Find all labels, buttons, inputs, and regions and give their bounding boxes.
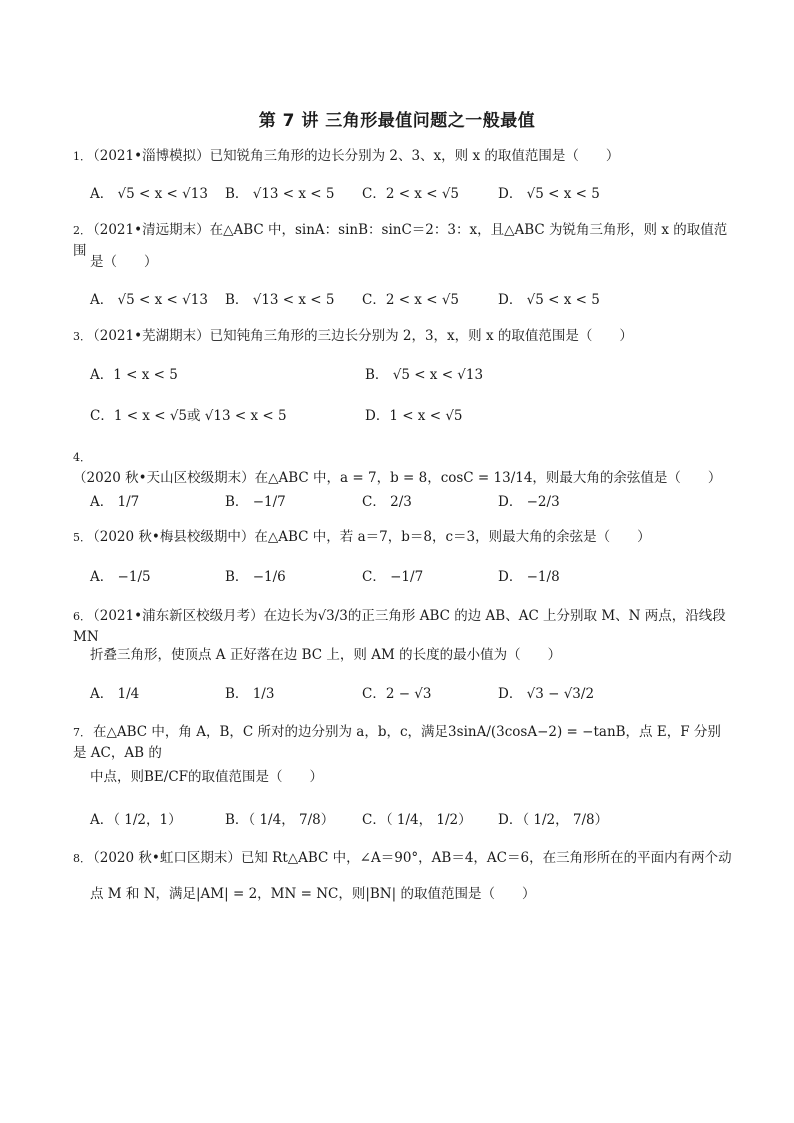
- option-b[interactable]: B． √13 < x < 5: [225, 186, 335, 202]
- option-d[interactable]: D． √3 − √3/2: [498, 686, 595, 702]
- question-7-line2: 中点，则BE/CF的取值范围是（ ）: [90, 769, 324, 785]
- option-d[interactable]: D． √5 < x < 5: [498, 292, 600, 308]
- question-8: [73, 848, 733, 869]
- option-a[interactable]: A． 1/4: [90, 686, 140, 702]
- option-d[interactable]: D．1 < x < √5: [365, 408, 463, 424]
- option-a[interactable]: A．1 < x < 5: [90, 367, 178, 383]
- option-d[interactable]: D．（ 1/2， 7/8）: [498, 812, 609, 828]
- option-c[interactable]: C．1 < x < √5或 √13 < x < 5: [90, 408, 287, 424]
- option-c[interactable]: C．（ 1/4， 1/2）: [362, 812, 472, 828]
- option-c[interactable]: C．2 < x < √5: [362, 292, 460, 308]
- option-b[interactable]: B．（ 1/4， 7/8）: [225, 812, 335, 828]
- option-a[interactable]: A． −1/5: [90, 569, 151, 585]
- question-7: [73, 722, 733, 763]
- question-number: 2．: [73, 224, 91, 237]
- option-c[interactable]: C．2 < x < √5: [362, 186, 460, 202]
- question-text: （2021•清远期末）在△ABC 中，sinA：sinB：sinC＝2：3：x，且△ABC 为锐角三角形，则 x 的取值范围: [73, 222, 728, 259]
- option-d[interactable]: D． −2/3: [498, 494, 560, 510]
- question-2-line2: 是（ ）: [90, 254, 158, 270]
- option-a[interactable]: A． √5 < x < √13: [90, 292, 208, 308]
- question-6: [73, 606, 733, 647]
- option-c[interactable]: C． −1/7: [362, 569, 424, 585]
- question-text: （2020 秋•梅县校级期中）在△ABC 中，若 a＝7，b＝8，c＝3，则最大角的余弦是（ ）: [93, 529, 651, 545]
- question-text: （2021•淄博模拟）已知锐角三角形的边长分别为 2、3、x，则 x 的取值范围是（ ）: [93, 148, 620, 164]
- question-2: [73, 220, 733, 261]
- question-6-line2: 折叠三角形，使顶点 A 正好落在边 BC 上，则 AM 的长度的最小值为（ ）: [90, 647, 562, 663]
- question-1: [73, 146, 733, 167]
- question-3: [73, 326, 733, 347]
- option-d[interactable]: D． √5 < x < 5: [498, 186, 600, 202]
- option-d[interactable]: D． −1/8: [498, 569, 560, 585]
- question-number: 1．: [73, 150, 91, 163]
- question-text: （2021•芜湖期末）已知钝角三角形的三边长分别为 2，3，x，则 x 的取值范围是（ ）: [93, 328, 633, 344]
- question-8-line2: 点 M 和 N，满足|AM| = 2，MN = NC，则|BN| 的取值范围是（ ）: [90, 886, 536, 902]
- question-text: （2021•浦东新区校级月考）在边长为√3/3的正三角形 ABC 的边 AB、AC 上分别取 M、N 两点，沿线段 MN: [73, 608, 726, 645]
- question-number: 7．: [73, 726, 91, 739]
- option-b[interactable]: B． √13 < x < 5: [225, 292, 335, 308]
- option-a[interactable]: A．（ 1/2，1）: [90, 812, 182, 828]
- question-4: [73, 447, 733, 488]
- question-number: 6．: [73, 610, 91, 623]
- question-5: [73, 527, 733, 548]
- option-b[interactable]: B． 1/3: [225, 686, 275, 702]
- option-c[interactable]: C． 2/3: [362, 494, 412, 510]
- option-b[interactable]: B． −1/6: [225, 569, 286, 585]
- page-title: 第 7 讲 三角形最值问题之一般最值: [258, 111, 536, 131]
- option-b[interactable]: B． −1/7: [225, 494, 286, 510]
- option-a[interactable]: A． 1/7: [90, 494, 140, 510]
- option-b[interactable]: B． √5 < x < √13: [365, 367, 484, 383]
- question-number: 8．: [73, 852, 91, 865]
- question-text: 在△ABC 中，角 A，B，C 所对的边分别为 a，b，c，满足3sinA/(3cosA−2) = −tanB，点 E，F 分别是 AC，AB 的: [73, 724, 721, 761]
- question-text: （2020 秋•虹口区期末）已知 Rt△ABC 中，∠A＝90°，AB＝4，AC＝6，在三角形所在的平面内有两个动: [93, 850, 732, 866]
- option-c[interactable]: C．2 − √3: [362, 686, 432, 702]
- question-number: 5．: [73, 531, 91, 544]
- option-a[interactable]: A． √5 < x < √13: [90, 186, 208, 202]
- question-text: （2020 秋•天山区校级期末）在△ABC 中，a = 7，b = 8，cosC = 13/14，则最大角的余弦值是（ ）: [73, 470, 722, 486]
- question-number: 3．: [73, 330, 91, 343]
- question-number: 4．: [73, 451, 91, 464]
